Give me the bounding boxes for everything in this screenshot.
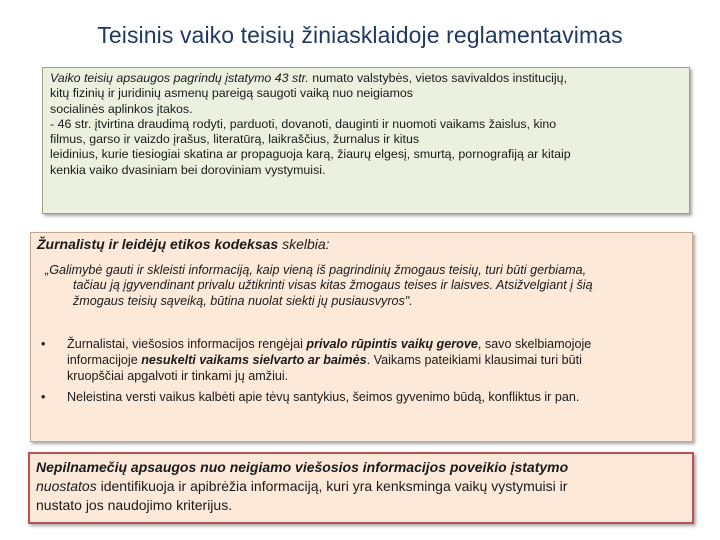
ethics-code-quote (37, 263, 686, 310)
law-reference: Vaiko teisių apsaugos pagrindų įstatymo 43 str. (50, 71, 309, 85)
law-43-text-box (42, 67, 690, 214)
bullet1-text-c: informacijoje (67, 352, 142, 367)
bullet1-text-a: Žurnalistai, viešosios informacijos rengėjai (67, 337, 307, 352)
quote-line-1: „Galimybė gauti ir skleisti informaciją, kaip vieną iš pagrindinių žmogaus teisių, turi būti gerbiama, (45, 262, 587, 277)
bullet-icon: • (41, 337, 46, 352)
box3-line-3: nustato jos naudojimo kriterijus. (36, 497, 233, 513)
ethics-code-heading-rest: skelbia: (278, 236, 330, 252)
box3-line2-rest: identifikuoja ir apibrėžia informaciją, kuri yra kenksminga vaikų vystymuisi ir (96, 478, 568, 494)
bullet1-text-b: , savo skelbiamojoje (477, 337, 592, 352)
ethics-code-title: Žurnalistų ir leidėjų etikos kodeksas (37, 236, 279, 252)
minors-law-reference: Nepilnamečių apsaugos nuo neigiamo viešosios informacijos poveikio įstatymo (36, 459, 569, 475)
bullet1-text-d: . Vaikams pateikiami klausimai turi būti (366, 352, 582, 367)
minors-protection-law-box (28, 452, 694, 524)
box1-line-4: - 46 str. įtvirtina draudimą rodyti, parduoti, dovanoti, dauginti ir nuomoti vaikams žaislus, kino (50, 116, 557, 131)
box1-line-6: leidinius, kurie tiesiogiai skatina ar propaguoja karą, žiaurų elgesį, smurtą, pornografiją ar kitaip (50, 147, 571, 162)
list-item (37, 390, 686, 406)
box1-line-2: kitų fizinių ir juridinių asmenų pareigą saugoti vaiką nuo neigiamos (50, 86, 413, 101)
bullet2-line-1: Neleistina versti vaikus kalbėti apie tėvų santykius, šeimos gyvenimo būdą, konfliktus ir pan. (67, 390, 580, 405)
box1-line-5: filmus, garso ir vaizdo įrašus, literatūrą, laikraščius, žurnalus ir kitus (50, 132, 420, 147)
quote-line-2: tačiau ją įgyvendinant privalu užtikrinti visas kitas žmogaus teises ir laisves. Atsižvelgiant į šią (73, 278, 593, 293)
box1-line1-rest: numato valstybės, vietos savivaldos institucijų, (308, 71, 568, 85)
quote-line-3: žmogaus teisių sąveiką, būtina nuolat siekti jų pusiausvyros". (73, 293, 413, 308)
box1-line-3: socialinės aplinkos įtakos. (50, 101, 193, 116)
ethics-code-heading (37, 237, 686, 253)
bullet1-emphasis-2: nesukelti vaikams sielvarto ar baimės (141, 352, 367, 367)
ethics-code-box (30, 232, 693, 442)
list-item (37, 337, 686, 384)
box1-line-1 (50, 71, 683, 86)
bullet1-line-2 (67, 353, 686, 369)
bullet-icon: • (41, 390, 46, 405)
box1-line-7: kenkia vaiko dvasiniam bei doroviniam vystymuisi. (50, 162, 326, 177)
bullet1-line-3: kruopščiai apgalvoti ir tinkami jų amžiui. (67, 368, 289, 383)
box3-line-2 (36, 477, 686, 496)
box3-provisions-word: nuostatos (36, 478, 97, 494)
bullet1-line-1 (67, 337, 686, 353)
bullet1-emphasis-1: privalo rūpintis vaikų gerove (306, 337, 478, 352)
ethics-bullet-list (37, 337, 686, 405)
slide-title: Teisinis vaiko teisių žiniasklaidoje reglamentavimas (97, 22, 623, 48)
